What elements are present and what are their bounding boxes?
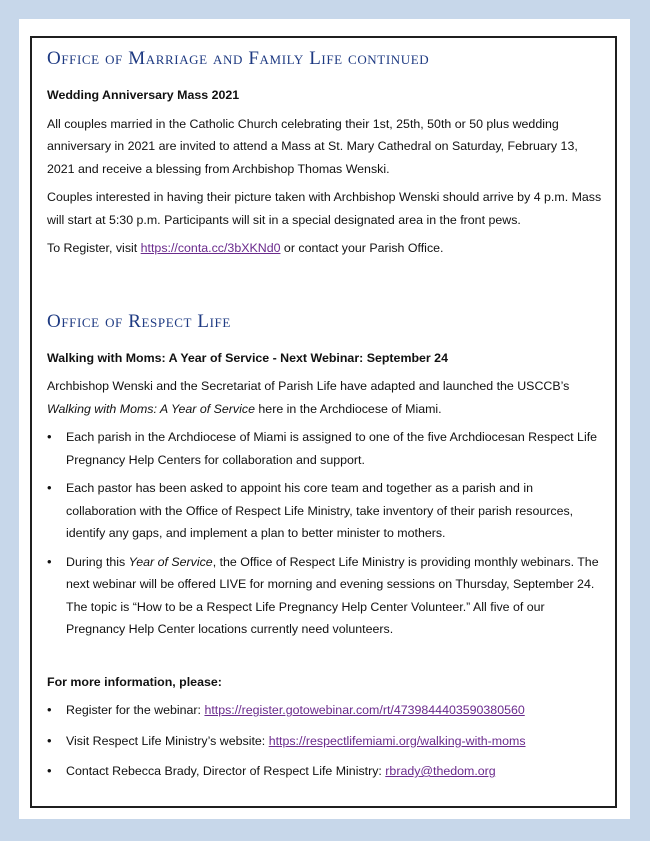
- intro-suffix: here in the Archdiocese of Miami.: [254, 401, 442, 416]
- info2-label: Visit Respect Life Ministry’s website:: [66, 733, 269, 748]
- section-title-marriage: Office of Marriage and Family Life continued: [47, 48, 430, 69]
- register-prefix: To Register, visit: [47, 241, 141, 255]
- list-item: [47, 760, 603, 783]
- register-suffix: or contact your Parish Office.: [280, 241, 444, 255]
- website-link[interactable]: https://respectlifemiami.org/walking-with-moms: [268, 733, 526, 748]
- paragraph-invitation: All couples married in the Catholic Church celebrating their 1st, 25th, 50th or 50 plus wedding anniversary in 2021 are invited to attend a Mass at St. Mary Cathedral on Saturday, February 13, 2021 and receive a blessing from Archbishop Thomas Wenski.: [47, 116, 578, 176]
- paragraph-intro: [47, 375, 603, 420]
- info3-label: Contact Rebecca Brady, Director of Respect Life Ministry:: [66, 764, 386, 778]
- info1-label: Register for the webinar:: [66, 703, 205, 717]
- register-link[interactable]: https://conta.cc/3bXKNd0: [140, 241, 281, 255]
- webinar-link[interactable]: https://register.gotowebinar.com/rt/4739844403590380560: [204, 703, 525, 717]
- list-item: [47, 699, 603, 722]
- bullet3-italic: Year of Service: [128, 554, 213, 569]
- subheading-anniversary-mass: Wedding Anniversary Mass 2021: [47, 88, 240, 102]
- info-list: [47, 699, 603, 783]
- list-item: [47, 730, 603, 753]
- list-item: [47, 551, 603, 641]
- page-content: [47, 46, 603, 783]
- bullet3-suffix: , the Office of Respect Life Ministry is providing monthly webinars. The next webinar will be offered LIVE for morning and evening sessions on Thursday, September 24. The topic is “How to be a Respect Life Pregnancy Help Center Volunteer.” All five of our Pregnancy Help Center locations currently need volunteers.: [66, 554, 599, 636]
- intro-italic: Walking with Moms: A Year of Service: [47, 401, 255, 416]
- intro-prefix: Archbishop Wenski and the Secretariat of Parish Life have adapted and launched the USCCB’s: [47, 379, 570, 393]
- more-info-heading: For more information, please:: [47, 674, 222, 689]
- paragraph-photo: Couples interested in having their picture taken with Archbishop Wenski should arrive by 4 p.m. Mass will start at 5:30 p.m. Participants will sit in a special designated area in the front pews.: [47, 190, 602, 227]
- section-title-respect-life: Office of Respect Life: [47, 310, 231, 332]
- list-item: • Each parish in the Archdiocese of Miami is assigned to one of the five Archdiocesan Respect Life Pregnancy Help Centers for collaboration and support.: [47, 426, 603, 471]
- list-item: • Each pastor has been asked to appoint his core team and together as a parish and in collaboration with the Office of Respect Life Ministry, take inventory of their parish resources, identify any gaps, and implement a plan to better minister to mothers.: [47, 477, 603, 545]
- bullet3-prefix: During this: [66, 554, 129, 569]
- subheading-walking-with-moms: Walking with Moms: A Year of Service - Next Webinar: September 24: [47, 350, 448, 365]
- email-link[interactable]: rbrady@thedom.org: [385, 764, 496, 778]
- paragraph-register: [47, 237, 603, 260]
- program-list: [47, 426, 603, 641]
